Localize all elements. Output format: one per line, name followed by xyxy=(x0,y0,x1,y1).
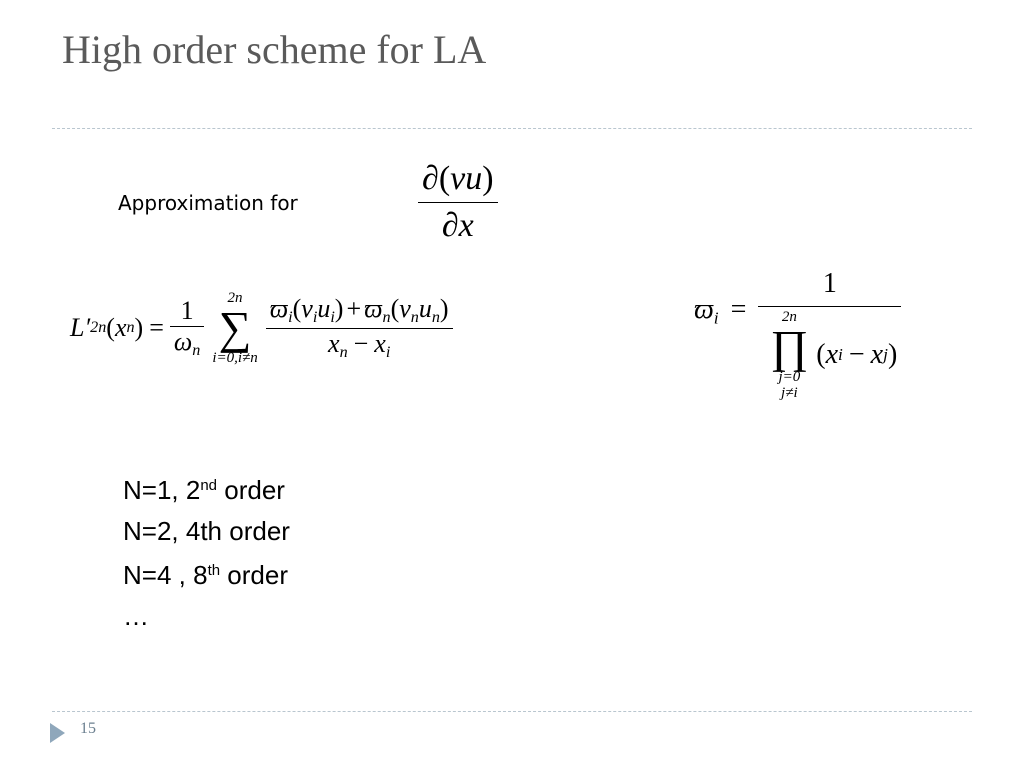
plus-sign: + xyxy=(346,294,362,324)
partial-symbol: ∂ xyxy=(422,160,439,197)
numerator: 1 xyxy=(822,268,837,299)
order-text: N=2, 4th order xyxy=(123,515,290,546)
subscript: i xyxy=(713,308,719,328)
subscript: n xyxy=(410,309,419,327)
nav-arrow-icon[interactable] xyxy=(50,723,65,743)
approximation-label: Approximation for xyxy=(118,191,298,215)
paren-close: ) xyxy=(439,294,449,324)
subscript: i xyxy=(330,309,335,327)
product-upper-limit: 2n xyxy=(781,309,797,325)
equals-sign: = xyxy=(730,294,747,325)
product-lower-limit: j=0 xyxy=(778,369,801,385)
subscript: n xyxy=(339,343,348,361)
derivative-numerator xyxy=(418,160,498,202)
var-v: v xyxy=(399,294,411,324)
paren-open: ( xyxy=(816,339,826,370)
derivative-denominator xyxy=(438,203,478,245)
order-item xyxy=(123,466,290,511)
sum-symbol: ∑ xyxy=(218,302,252,353)
subscript: i xyxy=(385,343,391,361)
page-number: 15 xyxy=(80,720,96,737)
lagrange-derivative-equation xyxy=(70,290,453,366)
var-x: x xyxy=(458,207,474,244)
order-superscript: nd xyxy=(200,477,218,494)
order-item xyxy=(123,511,290,552)
minus-sign: − xyxy=(353,328,369,358)
var-v: v xyxy=(301,294,313,324)
paren-close: ) xyxy=(334,294,344,324)
var-L-prime: L′ xyxy=(70,313,91,342)
paren-close: ) xyxy=(887,339,898,370)
subscript: i xyxy=(288,309,293,327)
var-omega: ω xyxy=(173,326,193,356)
paren-open: ( xyxy=(438,160,451,197)
paren-close: ) xyxy=(134,313,144,342)
minus-sign: − xyxy=(848,339,865,370)
order-suffix: order xyxy=(217,475,285,505)
denominator xyxy=(170,327,204,360)
omega-fraction xyxy=(758,268,901,401)
subscript: n xyxy=(431,309,440,327)
var-x: x xyxy=(870,339,884,370)
var-x: x xyxy=(328,328,340,358)
product xyxy=(770,309,808,401)
derivative-expression xyxy=(418,160,498,245)
product-lower-limit-condition: j≠i xyxy=(781,385,798,401)
var-x: x xyxy=(374,328,386,358)
sum-lower-limit: i=0,i≠n xyxy=(212,350,258,366)
omega-denominator xyxy=(758,307,901,401)
summand-fraction xyxy=(266,294,453,361)
var-varpi: ϖ xyxy=(694,294,714,325)
omega-definition-equation xyxy=(694,268,901,401)
product-row xyxy=(762,307,897,401)
order-item xyxy=(123,551,290,596)
var-varpi: ϖ xyxy=(269,294,289,324)
paren-close: ) xyxy=(482,160,494,197)
var-v: v xyxy=(450,160,466,197)
subscript: i xyxy=(312,309,318,327)
summation xyxy=(212,290,257,366)
partial-symbol: ∂ xyxy=(441,207,459,244)
numerator: 1 xyxy=(180,295,194,325)
order-text: N=1, 2 xyxy=(123,475,201,505)
subscript: 2n xyxy=(90,319,107,336)
summand-denominator xyxy=(324,329,394,362)
one-over-omega-fraction xyxy=(170,296,204,360)
var-u: u xyxy=(418,294,432,324)
var-x: x xyxy=(825,339,839,370)
var-u: u xyxy=(317,294,331,324)
footer-divider xyxy=(52,711,972,712)
subscript: i xyxy=(838,345,843,364)
equals-sign: = xyxy=(149,313,164,342)
summand-numerator xyxy=(266,294,453,327)
subscript: n xyxy=(382,309,391,327)
var-x: x xyxy=(114,313,127,342)
slide-title: High order scheme for LA xyxy=(62,27,487,72)
paren-open: ( xyxy=(390,294,400,324)
title-divider xyxy=(52,128,972,129)
sum-upper-limit: 2n xyxy=(227,290,243,306)
order-list xyxy=(123,466,290,636)
order-item xyxy=(123,596,290,637)
subscript: j xyxy=(883,345,888,364)
var-u: u xyxy=(465,160,483,197)
subscript: n xyxy=(192,342,201,360)
ellipsis: … xyxy=(123,600,149,631)
order-superscript: th xyxy=(207,562,221,579)
omega-lhs xyxy=(694,294,758,329)
order-suffix: order xyxy=(220,560,288,590)
product-symbol: ∏ xyxy=(770,321,809,372)
paren-open: ( xyxy=(292,294,302,324)
subscript: n xyxy=(126,319,135,336)
order-text: N=4 , 8 xyxy=(123,560,208,590)
paren-open: ( xyxy=(106,313,115,342)
var-varpi: ϖ xyxy=(364,294,383,324)
